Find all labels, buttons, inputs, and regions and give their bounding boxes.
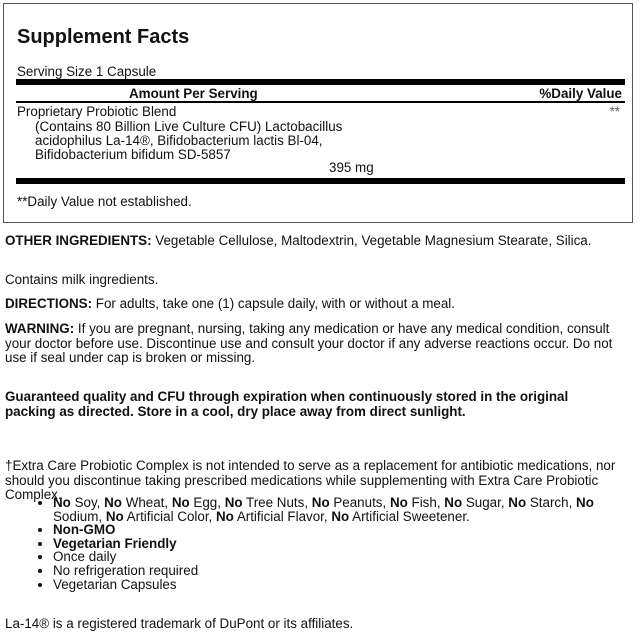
guarantee: Guaranteed quality and CFU through expiration when continuously stored in the original packing as directed. Store in a cool, dry place away from direct sunlight. [5, 389, 569, 419]
free-from-text: Peanuts, [329, 495, 390, 510]
free-from-text: Sodium, [53, 508, 106, 524]
free-from-text: Tree Nuts, [242, 495, 312, 510]
feature-item: • Non-GMO [53, 523, 633, 537]
thick-divider [16, 79, 625, 85]
free-from-text: Fish, [407, 495, 445, 510]
allergen-note: Contains milk ingredients. [5, 272, 159, 287]
no-label: No [224, 495, 243, 510]
no-label: No [215, 508, 234, 524]
no-label: No [576, 495, 594, 510]
ingredient-detail: Bifidobacterium bifidum SD-5857 [35, 147, 231, 162]
ingredient-name: Proprietary Probiotic Blend [17, 104, 177, 119]
daily-value-header: %Daily Value [539, 86, 622, 101]
no-label: No [105, 508, 124, 524]
text: If you are pregnant, nursing, taking any medication or have any medical condition, consult your doctor before use. Discontinue use and consult your doctor if any adverse reactions occur. Do not use if seal under cap is broken or missing. [5, 321, 613, 365]
thick-divider [16, 178, 625, 184]
feature-item: • Vegetarian Friendly [53, 537, 633, 551]
thin-divider [16, 101, 625, 103]
panel-title: Supplement Facts [17, 26, 190, 48]
free-from-text: Egg, [189, 495, 225, 510]
text: Vegetable Cellulose, Maltodextrin, Vegetable Magnesium Stearate, Silica. [151, 233, 592, 248]
ingredient-amount: 395 mg [329, 160, 374, 175]
label: DIRECTIONS: [5, 296, 93, 311]
footnote: **Daily Value not established. [17, 194, 192, 209]
feature-item: • Vegetarian Capsules [53, 578, 633, 592]
no-label: No [53, 495, 71, 510]
free-from-text: Starch, [526, 495, 577, 510]
no-label: No [311, 495, 330, 510]
amount-header: Amount Per Serving [129, 86, 258, 101]
ingredient-dv: ** [609, 104, 620, 119]
ingredient-detail: (Contains 80 Billion Live Culture CFU) Lactobacillus [35, 119, 343, 134]
label: OTHER INGREDIENTS: [5, 233, 152, 248]
feature-item: • No refrigeration required [53, 564, 633, 578]
free-from-text: Artificial Sweetener. [349, 508, 470, 524]
no-label: No [104, 495, 122, 510]
warning [5, 322, 627, 366]
other-ingredients [5, 234, 633, 249]
disclaimer: †Extra Care Probiotic Complex is not intended to serve as a replacement for antibiotic medications, nor should you discontinue taking prescribed medications while supplementing with Extra Care Probiotic Complex. [5, 458, 616, 502]
free-from-text: Artificial Flavor, [233, 508, 332, 524]
feature-item: • Once daily [53, 550, 633, 564]
no-label: No [389, 495, 408, 510]
free-from-text: Wheat, [121, 495, 172, 510]
text: For adults, take one (1) capsule daily, with or without a meal. [92, 296, 456, 311]
free-from-text: Artificial Color, [123, 508, 216, 524]
free-from-text: Sugar, [462, 495, 509, 510]
no-label: No [331, 508, 350, 524]
supplement-facts-panel [3, 3, 633, 223]
label: WARNING: [5, 321, 75, 336]
free-from-item [53, 496, 633, 523]
serving-size: Serving Size 1 Capsule [17, 64, 157, 79]
free-from-text: Soy, [70, 495, 105, 510]
features-list [5, 496, 633, 591]
no-label: No [508, 495, 527, 510]
trademark-note: La-14® is a registered trademark of DuPont or its affiliates. [5, 616, 354, 631]
no-label: No [171, 495, 190, 510]
directions [5, 297, 633, 312]
ingredient-detail: acidophilus La-14®, Bifidobacterium lactis Bl-04, [35, 133, 323, 148]
no-label: No [444, 495, 463, 510]
